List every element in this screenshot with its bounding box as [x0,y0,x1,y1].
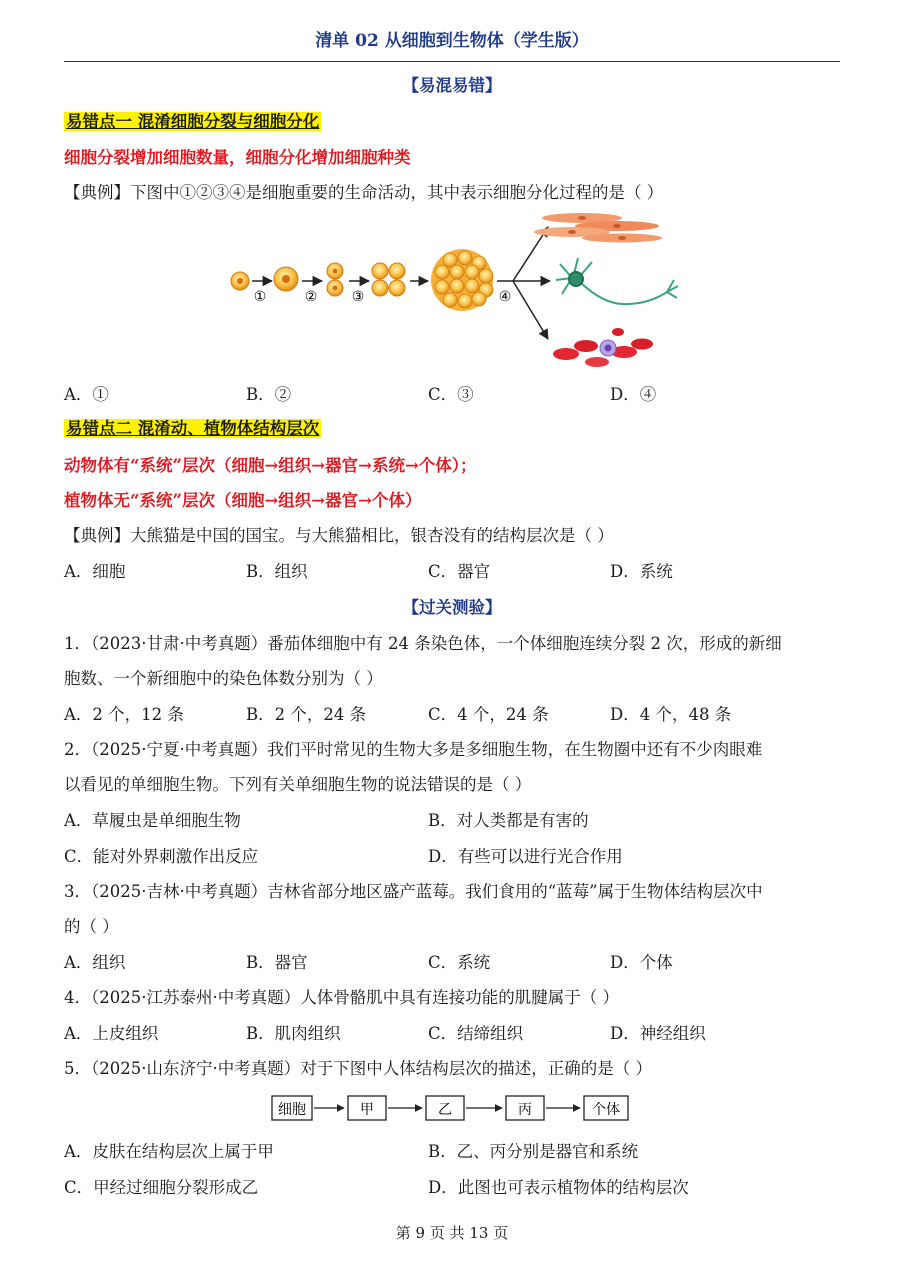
question-4-option-a[interactable]: A．上皮组织 [64,1024,159,1043]
cell-cluster [431,249,493,311]
question-2-option-b[interactable]: B．对人类都是有害的 [428,811,589,830]
muscle-cells [534,213,662,243]
section-heading-errors: 【易混易错】 [402,76,502,95]
point-two-option-c[interactable]: C．器官 [428,562,491,581]
point-two-option-a[interactable]: A．细胞 [64,562,126,581]
point-one-option-d[interactable]: D．④ [610,385,657,404]
question-5-option-a[interactable]: A．皮肤在结构层次上属于甲 [64,1142,274,1161]
cell-division-figure [222,208,682,376]
point-two-rule-plant: 植物体无“系统”层次（细胞→组织→器官→个体） [64,491,422,510]
question-1-line-2: 胞数、一个新细胞中的染色体数分别为（ ） [64,669,383,688]
question-2-option-c[interactable]: C．能对外界刺激作出反应 [64,847,259,866]
point-one-option-b[interactable]: B．② [246,385,292,404]
question-4-option-d[interactable]: D．神经组织 [610,1024,706,1043]
question-4-line-1: 4．（2025·江苏泰州·中考真题）人体骨骼肌中具有连接功能的肌腱属于（ ） [64,988,619,1007]
blood-cells [553,328,653,367]
grown-cell [274,267,298,291]
page-number: 第 9 页 共 13 页 [395,1224,509,1242]
structure-level-flowchart [270,1094,632,1124]
question-3-line-1: 3．（2025·吉林·中考真题）吉林省部分地区盛产蓝莓。我们食用的“蓝莓”属于生物体结构层次中 [64,882,763,901]
point-two-option-b[interactable]: B．组织 [246,562,308,581]
question-3-option-b[interactable]: B．器官 [246,953,308,972]
question-5-line-1: 5．（2025·山东济宁·中考真题）对于下图中人体结构层次的描述，正确的是（ ） [64,1059,652,1078]
question-5-option-d[interactable]: D．此图也可表示植物体的结构层次 [428,1178,689,1197]
question-2-option-d[interactable]: D．有些可以进行光合作用 [428,847,623,866]
point-two-option-d[interactable]: D．系统 [610,562,673,581]
figure-label-4: ④ [498,289,512,305]
figure-label-3: ③ [351,289,365,305]
question-3-option-a[interactable]: A．组织 [64,953,126,972]
section-heading-test: 【过关测验】 [402,598,502,617]
question-3-option-c[interactable]: C．系统 [428,953,491,972]
question-5-option-c[interactable]: C．甲经过细胞分裂形成乙 [64,1178,259,1197]
flow-label-jia: 甲 [360,1102,374,1118]
question-2-line-2: 以看见的单细胞生物。下列有关单细胞生物的说法错误的是（ ） [64,775,532,794]
question-1-option-b[interactable]: B．2 个，24 条 [246,705,367,724]
header-divider [64,61,840,62]
document-title: 清单 02 从细胞到生物体（学生版） [315,31,589,51]
point-one-heading [64,108,321,132]
point-one-title: 易错点一 混淆细胞分裂与细胞分化 [66,112,320,131]
point-one-example: 【典例】下图中①②③④是细胞重要的生命活动，其中表示细胞分化过程的是（ ） [64,183,664,202]
question-2-line-1: 2．（2025·宁夏·中考真题）我们平时常见的生物大多是多细胞生物，在生物圈中还有不少肉眼难 [64,740,763,759]
point-two-heading [64,415,321,439]
flow-label-cell: 细胞 [278,1102,306,1118]
question-4-option-c[interactable]: C．结缔组织 [428,1024,524,1043]
question-2-option-a[interactable]: A．草履虫是单细胞生物 [64,811,241,830]
question-4-option-b[interactable]: B．肌肉组织 [246,1024,341,1043]
flow-label-yi: 乙 [438,1102,452,1118]
flow-label-bing: 丙 [518,1102,532,1118]
question-3-line-2: 的（ ） [64,917,119,936]
point-one-option-a[interactable]: A．① [64,385,109,404]
single-cell [231,272,249,290]
question-1-option-d[interactable]: D．4 个，48 条 [610,705,732,724]
question-1-option-c[interactable]: C．4 个，24 条 [428,705,549,724]
point-two-example: 【典例】大熊猫是中国的国宝。与大熊猫相比，银杏没有的结构层次是（ ） [64,526,614,545]
question-1-option-a[interactable]: A．2 个，12 条 [64,705,184,724]
question-1-line-1: 1．（2023·甘肃·中考真题）番茄体细胞中有 24 条染色体，一个体细胞连续分裂 2 次，形成的新细 [64,634,782,653]
question-3-option-d[interactable]: D．个体 [610,953,673,972]
point-one-option-c[interactable]: C．③ [428,385,474,404]
point-two-rule-animal: 动物体有“系统”层次（细胞→组织→器官→系统→个体）； [64,456,477,475]
question-5-option-b[interactable]: B．乙、丙分别是器官和系统 [428,1142,639,1161]
figure-label-1: ① [253,289,267,305]
two-cells [327,263,343,296]
point-one-rule: 细胞分裂增加细胞数量，细胞分化增加细胞种类 [64,148,411,167]
four-cells [372,263,405,296]
neuron-cell [556,258,678,304]
flow-label-individual: 个体 [592,1102,620,1118]
point-two-title: 易错点二 混淆动、植物体结构层次 [66,419,320,438]
figure-label-2: ② [304,289,318,305]
